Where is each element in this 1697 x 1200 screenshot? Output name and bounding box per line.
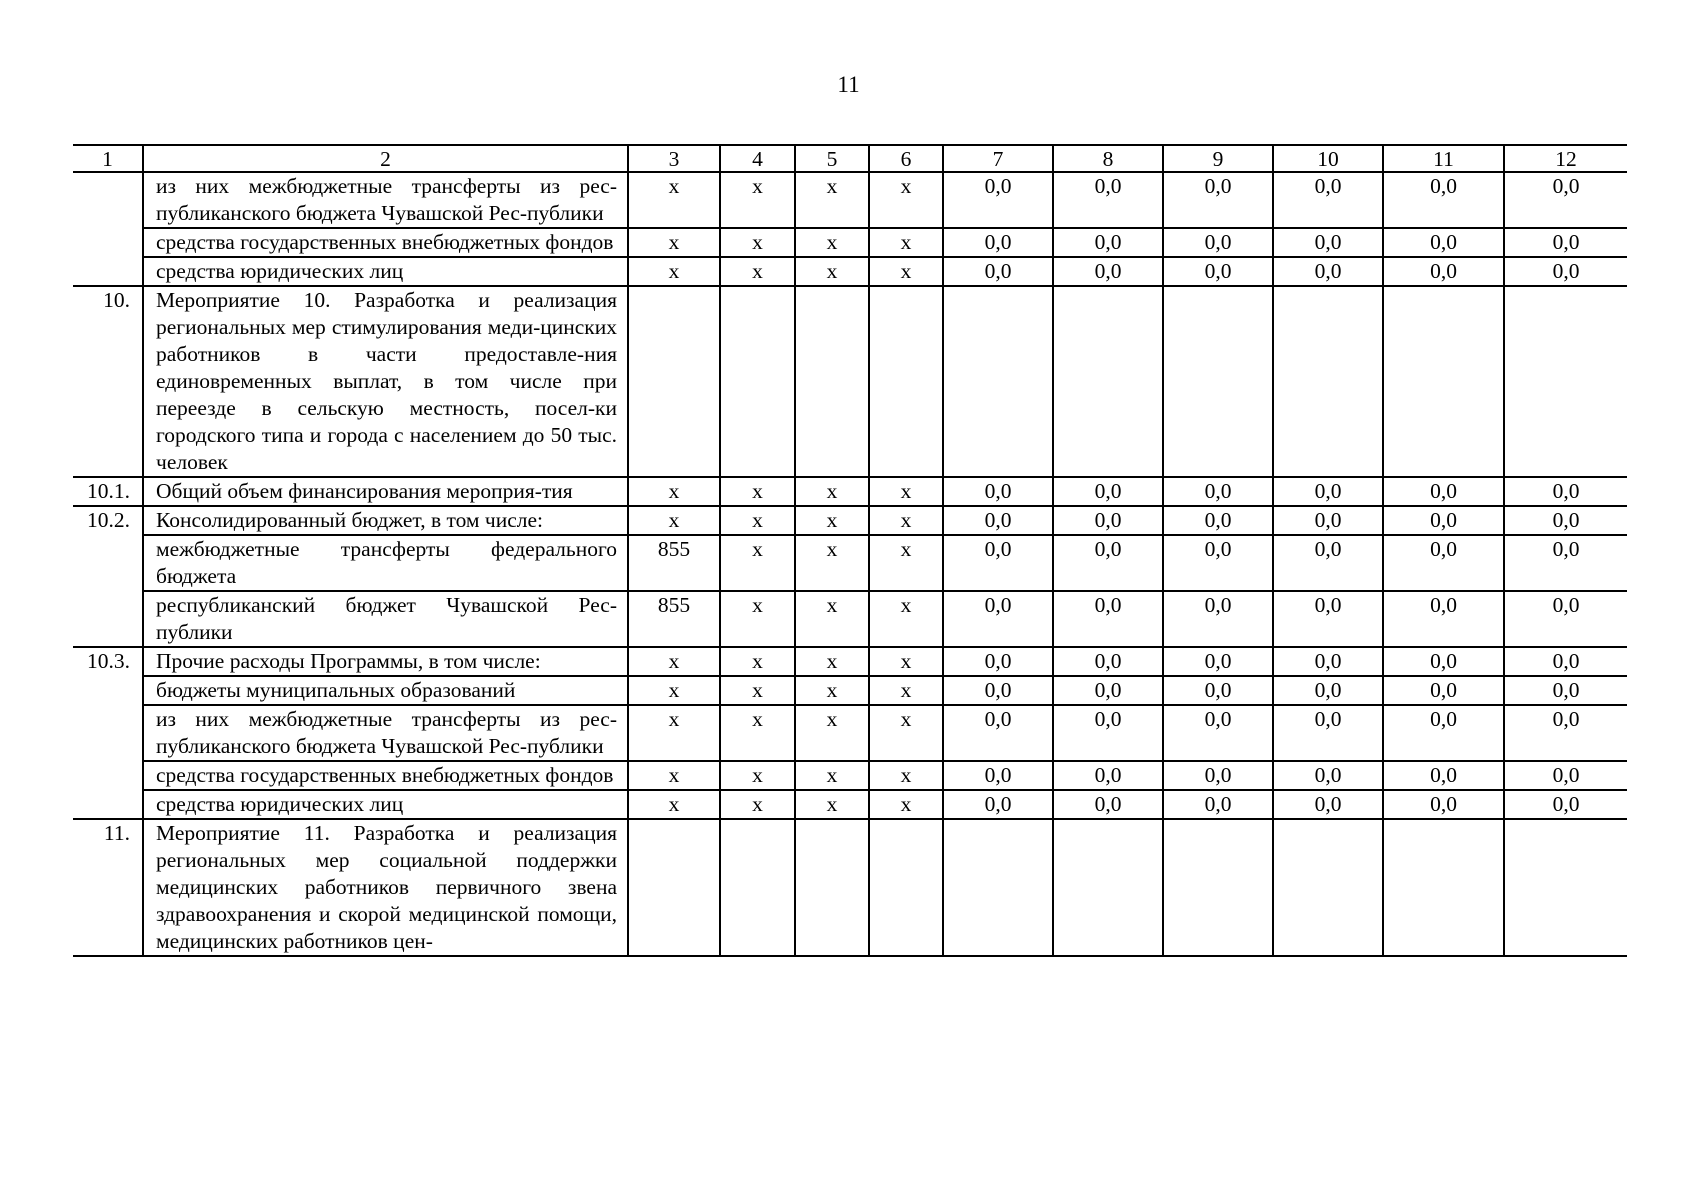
value-cell bbox=[1504, 819, 1627, 956]
value-cell: 0,0 bbox=[1383, 790, 1504, 819]
value-cell: 0,0 bbox=[1504, 761, 1627, 790]
row-number: 10.2. bbox=[73, 506, 143, 535]
value-cell: 855 bbox=[628, 591, 720, 647]
value-cell: x bbox=[720, 228, 795, 257]
value-cell: x bbox=[869, 790, 943, 819]
value-cell: x bbox=[628, 172, 720, 228]
value-cell: 0,0 bbox=[1053, 705, 1163, 761]
row-description: Мероприятие 11. Разработка и реализация региональных мер социальной поддержки медицинских работников первичного звена здравоохранения и скорой медицинской помощи, медицинских работников цен- bbox=[143, 819, 628, 956]
table-row bbox=[73, 506, 1627, 535]
value-cell: x bbox=[869, 172, 943, 228]
value-cell: 0,0 bbox=[943, 535, 1053, 591]
row-number: 10. bbox=[73, 286, 143, 477]
row-description: республиканский бюджет Чувашской Рес-публики bbox=[143, 591, 628, 647]
table-row bbox=[73, 591, 1627, 647]
value-cell: 0,0 bbox=[1273, 647, 1383, 676]
value-cell: 0,0 bbox=[1383, 535, 1504, 591]
value-cell: 0,0 bbox=[1273, 535, 1383, 591]
value-cell: 0,0 bbox=[943, 761, 1053, 790]
value-cell: 0,0 bbox=[1053, 172, 1163, 228]
value-cell: 0,0 bbox=[1273, 477, 1383, 506]
value-cell bbox=[795, 819, 869, 956]
row-number bbox=[73, 591, 143, 647]
value-cell bbox=[943, 286, 1053, 477]
column-header: 11 bbox=[1383, 145, 1504, 172]
table-row bbox=[73, 535, 1627, 591]
value-cell: 0,0 bbox=[1273, 257, 1383, 286]
value-cell: 0,0 bbox=[1383, 257, 1504, 286]
value-cell: 0,0 bbox=[1504, 257, 1627, 286]
row-description: из них межбюджетные трансферты из рес-публиканского бюджета Чувашской Рес-публики bbox=[143, 172, 628, 228]
value-cell: x bbox=[869, 676, 943, 705]
value-cell bbox=[720, 286, 795, 477]
value-cell: x bbox=[628, 228, 720, 257]
row-number bbox=[73, 790, 143, 819]
value-cell: x bbox=[720, 535, 795, 591]
value-cell: x bbox=[720, 477, 795, 506]
value-cell: x bbox=[869, 257, 943, 286]
column-header: 12 bbox=[1504, 145, 1627, 172]
value-cell: x bbox=[795, 506, 869, 535]
row-number: 10.1. bbox=[73, 477, 143, 506]
table-header-row bbox=[73, 145, 1627, 172]
value-cell: 0,0 bbox=[1504, 790, 1627, 819]
value-cell: 0,0 bbox=[1273, 676, 1383, 705]
column-header: 7 bbox=[943, 145, 1053, 172]
value-cell bbox=[1504, 286, 1627, 477]
value-cell: 0,0 bbox=[1504, 591, 1627, 647]
row-description: Общий объем финансирования мероприя-тия bbox=[143, 477, 628, 506]
value-cell: 0,0 bbox=[943, 257, 1053, 286]
value-cell: 0,0 bbox=[1053, 477, 1163, 506]
value-cell: 0,0 bbox=[1163, 172, 1273, 228]
value-cell: 0,0 bbox=[1053, 591, 1163, 647]
row-description: средства юридических лиц bbox=[143, 790, 628, 819]
value-cell bbox=[1053, 286, 1163, 477]
value-cell: 0,0 bbox=[1383, 172, 1504, 228]
value-cell: 0,0 bbox=[1163, 761, 1273, 790]
value-cell: 0,0 bbox=[1383, 506, 1504, 535]
row-description: Консолидированный бюджет, в том числе: bbox=[143, 506, 628, 535]
value-cell: x bbox=[795, 647, 869, 676]
table-row bbox=[73, 172, 1627, 228]
value-cell: x bbox=[795, 591, 869, 647]
value-cell: 0,0 bbox=[1053, 228, 1163, 257]
value-cell: 0,0 bbox=[943, 676, 1053, 705]
value-cell: x bbox=[869, 647, 943, 676]
value-cell: 0,0 bbox=[943, 647, 1053, 676]
row-number bbox=[73, 172, 143, 228]
column-header: 9 bbox=[1163, 145, 1273, 172]
value-cell: 0,0 bbox=[1053, 790, 1163, 819]
value-cell: x bbox=[720, 591, 795, 647]
value-cell: x bbox=[628, 676, 720, 705]
value-cell bbox=[628, 819, 720, 956]
value-cell: 0,0 bbox=[1504, 172, 1627, 228]
value-cell: x bbox=[720, 676, 795, 705]
table-row bbox=[73, 676, 1627, 705]
row-description: Мероприятие 10. Разработка и реализация региональных мер стимулирования меди-цинских работников в части предоставле-ния единовременных выплат, в том числе при переезде в сельскую местность, посел-ки городского типа и города с населением до 50 тыс. человек bbox=[143, 286, 628, 477]
value-cell: 0,0 bbox=[1383, 761, 1504, 790]
value-cell bbox=[1163, 286, 1273, 477]
row-number: 10.3. bbox=[73, 647, 143, 676]
value-cell: x bbox=[795, 228, 869, 257]
value-cell: x bbox=[795, 477, 869, 506]
value-cell: x bbox=[720, 790, 795, 819]
value-cell: 0,0 bbox=[1383, 477, 1504, 506]
column-header: 3 bbox=[628, 145, 720, 172]
column-header: 6 bbox=[869, 145, 943, 172]
value-cell: 0,0 bbox=[1273, 761, 1383, 790]
column-header: 4 bbox=[720, 145, 795, 172]
value-cell: 0,0 bbox=[1163, 228, 1273, 257]
value-cell: x bbox=[795, 535, 869, 591]
row-description: средства государственных внебюджетных фондов bbox=[143, 761, 628, 790]
value-cell: x bbox=[795, 761, 869, 790]
value-cell: x bbox=[628, 477, 720, 506]
value-cell: 0,0 bbox=[1053, 535, 1163, 591]
table-row bbox=[73, 790, 1627, 819]
column-header: 5 bbox=[795, 145, 869, 172]
value-cell: x bbox=[720, 257, 795, 286]
value-cell: x bbox=[869, 761, 943, 790]
row-description: межбюджетные трансферты федерального бюджета bbox=[143, 535, 628, 591]
table-row bbox=[73, 477, 1627, 506]
value-cell: 0,0 bbox=[1053, 647, 1163, 676]
value-cell: 0,0 bbox=[1383, 705, 1504, 761]
value-cell: 0,0 bbox=[1273, 228, 1383, 257]
row-number bbox=[73, 228, 143, 257]
value-cell: 0,0 bbox=[1504, 705, 1627, 761]
value-cell bbox=[1273, 819, 1383, 956]
value-cell: 0,0 bbox=[1383, 591, 1504, 647]
value-cell bbox=[1383, 819, 1504, 956]
table-row bbox=[73, 761, 1627, 790]
table-row bbox=[73, 228, 1627, 257]
row-description: Прочие расходы Программы, в том числе: bbox=[143, 647, 628, 676]
value-cell: x bbox=[720, 761, 795, 790]
value-cell: 0,0 bbox=[1273, 705, 1383, 761]
value-cell: 0,0 bbox=[1504, 535, 1627, 591]
value-cell: 0,0 bbox=[1163, 591, 1273, 647]
value-cell: 0,0 bbox=[1163, 257, 1273, 286]
row-description: средства государственных внебюджетных фондов bbox=[143, 228, 628, 257]
value-cell bbox=[628, 286, 720, 477]
value-cell bbox=[795, 286, 869, 477]
value-cell: 0,0 bbox=[1053, 761, 1163, 790]
value-cell: 0,0 bbox=[1383, 647, 1504, 676]
value-cell bbox=[1273, 286, 1383, 477]
value-cell: 0,0 bbox=[943, 705, 1053, 761]
table-row bbox=[73, 705, 1627, 761]
value-cell: x bbox=[795, 705, 869, 761]
value-cell: 0,0 bbox=[1504, 477, 1627, 506]
value-cell: 0,0 bbox=[1383, 676, 1504, 705]
row-number bbox=[73, 705, 143, 761]
value-cell bbox=[1383, 286, 1504, 477]
table-row bbox=[73, 286, 1627, 477]
value-cell: x bbox=[628, 647, 720, 676]
value-cell: 0,0 bbox=[943, 172, 1053, 228]
row-description: из них межбюджетные трансферты из рес-публиканского бюджета Чувашской Рес-публики bbox=[143, 705, 628, 761]
value-cell: 0,0 bbox=[1163, 477, 1273, 506]
value-cell: 0,0 bbox=[1273, 172, 1383, 228]
row-number: 11. bbox=[73, 819, 143, 956]
value-cell: 0,0 bbox=[1163, 790, 1273, 819]
value-cell: x bbox=[720, 506, 795, 535]
value-cell: 0,0 bbox=[1504, 228, 1627, 257]
value-cell: x bbox=[795, 676, 869, 705]
value-cell: 0,0 bbox=[1053, 506, 1163, 535]
value-cell: 0,0 bbox=[1273, 790, 1383, 819]
value-cell bbox=[1053, 819, 1163, 956]
value-cell: x bbox=[720, 647, 795, 676]
column-header: 2 bbox=[143, 145, 628, 172]
value-cell: 0,0 bbox=[1504, 676, 1627, 705]
value-cell: 0,0 bbox=[943, 477, 1053, 506]
value-cell: x bbox=[628, 506, 720, 535]
value-cell: x bbox=[628, 705, 720, 761]
value-cell: x bbox=[869, 705, 943, 761]
row-description: средства юридических лиц bbox=[143, 257, 628, 286]
value-cell: 0,0 bbox=[1163, 506, 1273, 535]
value-cell: 0,0 bbox=[1504, 647, 1627, 676]
table-row bbox=[73, 257, 1627, 286]
row-number bbox=[73, 535, 143, 591]
value-cell: x bbox=[869, 506, 943, 535]
value-cell: 0,0 bbox=[1163, 676, 1273, 705]
value-cell: x bbox=[628, 257, 720, 286]
value-cell: x bbox=[795, 172, 869, 228]
value-cell: x bbox=[869, 477, 943, 506]
value-cell: 0,0 bbox=[1163, 647, 1273, 676]
row-number bbox=[73, 676, 143, 705]
table-row bbox=[73, 819, 1627, 956]
value-cell: 0,0 bbox=[943, 228, 1053, 257]
value-cell bbox=[720, 819, 795, 956]
value-cell: x bbox=[628, 761, 720, 790]
value-cell: 0,0 bbox=[943, 790, 1053, 819]
value-cell bbox=[1163, 819, 1273, 956]
value-cell: 0,0 bbox=[1273, 506, 1383, 535]
column-header: 1 bbox=[73, 145, 143, 172]
value-cell bbox=[943, 819, 1053, 956]
value-cell: 0,0 bbox=[1504, 506, 1627, 535]
value-cell: 0,0 bbox=[1053, 257, 1163, 286]
value-cell: 0,0 bbox=[943, 591, 1053, 647]
value-cell: 0,0 bbox=[1053, 676, 1163, 705]
value-cell: x bbox=[869, 535, 943, 591]
budget-table bbox=[73, 144, 1627, 957]
value-cell: x bbox=[795, 790, 869, 819]
row-number bbox=[73, 257, 143, 286]
value-cell: 0,0 bbox=[1163, 705, 1273, 761]
value-cell: x bbox=[720, 705, 795, 761]
row-description: бюджеты муниципальных образований bbox=[143, 676, 628, 705]
page-number: 11 bbox=[837, 72, 860, 97]
column-header: 10 bbox=[1273, 145, 1383, 172]
table-row bbox=[73, 647, 1627, 676]
value-cell: x bbox=[720, 172, 795, 228]
value-cell: 0,0 bbox=[943, 506, 1053, 535]
column-header: 8 bbox=[1053, 145, 1163, 172]
value-cell: x bbox=[869, 591, 943, 647]
value-cell bbox=[869, 819, 943, 956]
value-cell: x bbox=[795, 257, 869, 286]
value-cell: x bbox=[869, 228, 943, 257]
value-cell: 0,0 bbox=[1273, 591, 1383, 647]
value-cell: 855 bbox=[628, 535, 720, 591]
value-cell: 0,0 bbox=[1163, 535, 1273, 591]
row-number bbox=[73, 761, 143, 790]
value-cell: x bbox=[628, 790, 720, 819]
value-cell: 0,0 bbox=[1383, 228, 1504, 257]
value-cell bbox=[869, 286, 943, 477]
